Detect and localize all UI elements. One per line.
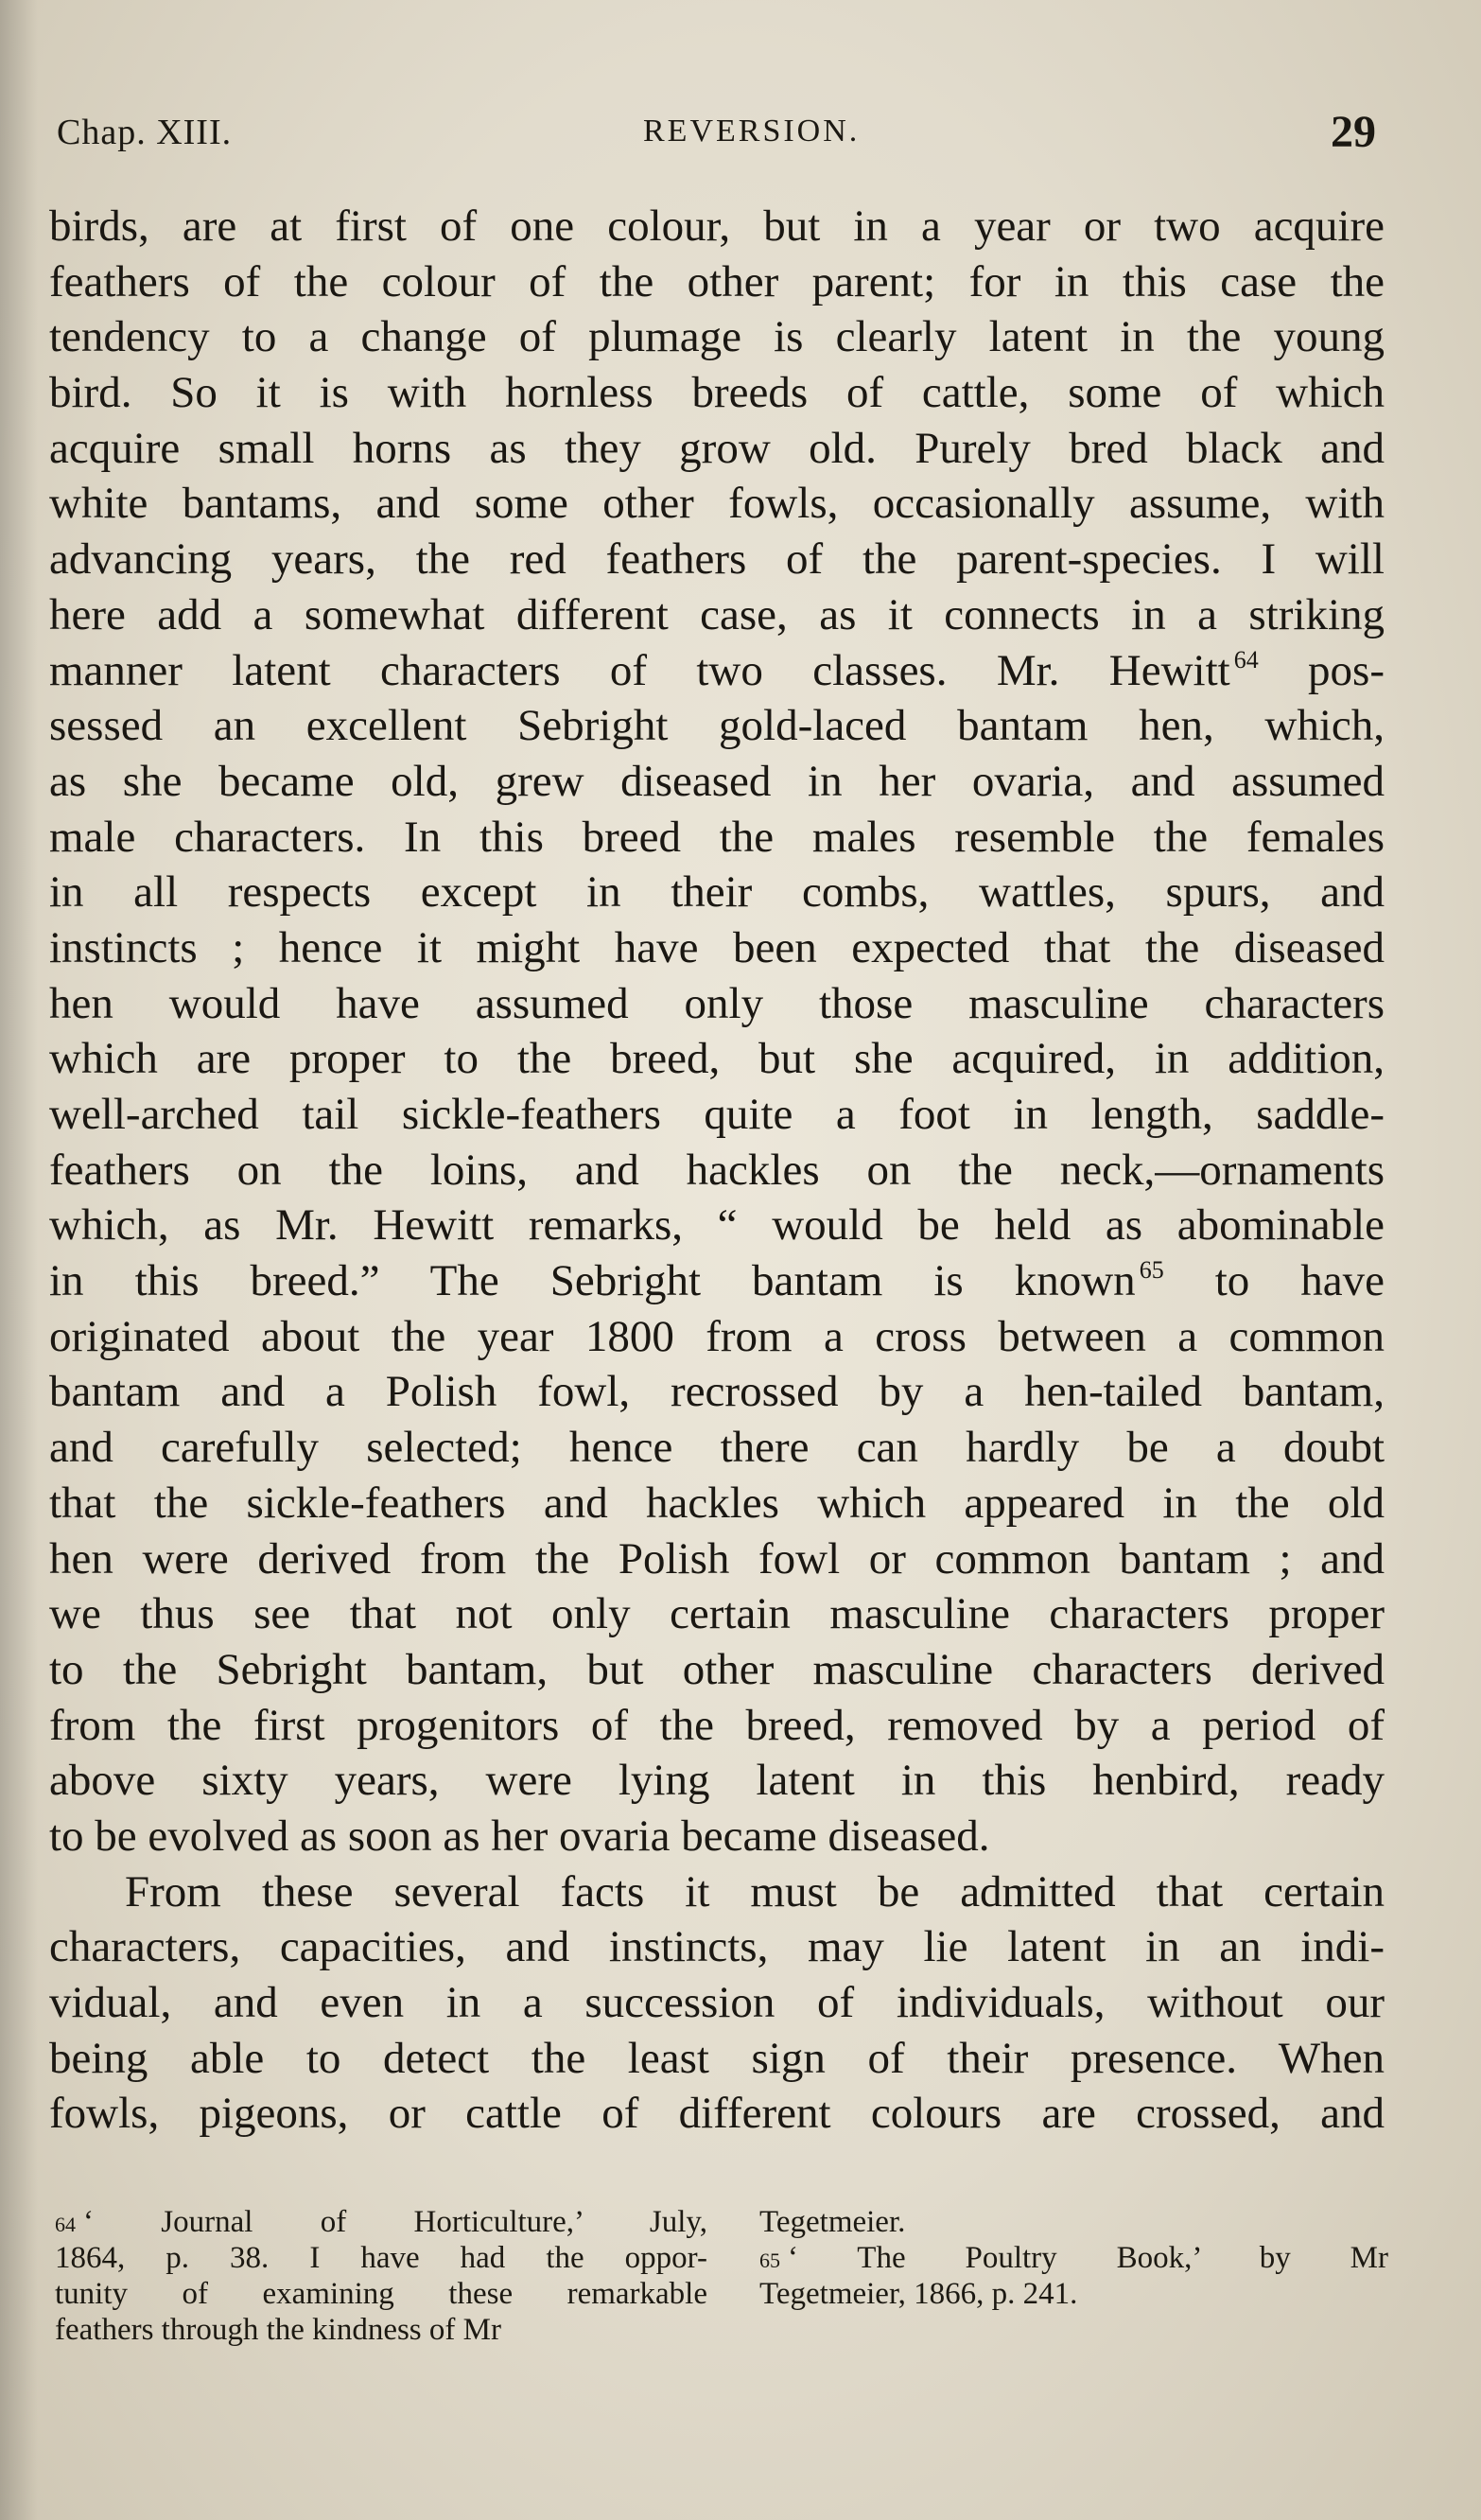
line-text: fowls, pigeons, or cattle of different colours are crossed, and <box>49 2089 1385 2139</box>
footnote-text: tunity of examining these remarkable <box>55 2277 707 2311</box>
line-text: here add a somewhat different case, as it connects in a striking <box>49 589 1385 639</box>
text-line <box>49 532 1385 587</box>
line-text: acquire small horns as they grow old. Purely bred black and <box>49 423 1385 473</box>
text-line <box>49 1642 1385 1698</box>
text-line <box>49 1143 1385 1199</box>
text-line <box>49 254 1385 310</box>
footnote-line <box>759 2240 1388 2276</box>
line-text: as she became old, grew diseased in her ovaria, and assumed <box>49 756 1385 806</box>
text-line <box>49 643 1385 699</box>
text-line <box>49 1309 1385 1365</box>
text-line <box>49 865 1385 920</box>
line-text: bantam and a Polish fowl, recrossed by a hen-tailed bantam, <box>49 1367 1385 1417</box>
line-text: above sixty years, were lying latent in this henbird, ready <box>49 1756 1385 1806</box>
text-line <box>49 2031 1385 2087</box>
line-text: male characters. In this breed the males resemble the females <box>49 812 1385 862</box>
footnote-number: 65 <box>759 2249 780 2272</box>
running-title: REVERSION. <box>643 114 861 149</box>
line-text-continued: pos- <box>1258 645 1385 695</box>
line-text: we thus see that not only certain masculine characters proper <box>49 1589 1385 1639</box>
line-text: vidual, and even in a succession of individuals, without our <box>49 1978 1385 2027</box>
text-line <box>49 421 1385 477</box>
line-text: that the sickle-feathers and hackles which appeared in the old <box>49 1478 1385 1528</box>
line-text: tendency to a change of plumage is clearly latent in the young <box>49 312 1385 362</box>
footnote-line <box>55 2204 707 2240</box>
line-text: which, as Mr. Hewitt remarks, “ would be held as abominable <box>49 1200 1385 1251</box>
text-line <box>49 1753 1385 1809</box>
line-text: feathers on the loins, and hackles on the neck,—ornaments <box>49 1145 1385 1195</box>
text-line <box>49 1975 1385 2031</box>
running-header <box>57 107 1376 168</box>
line-text: originated about the year 1800 from a cross between a common <box>49 1311 1385 1361</box>
line-text: which are proper to the breed, but she acquired, in addition, <box>49 1034 1385 1084</box>
footnote-line <box>55 2240 707 2276</box>
line-text: hen were derived from the Polish fowl or common bantam ; and <box>49 1533 1385 1584</box>
text-line <box>49 920 1385 976</box>
text-line <box>49 476 1385 532</box>
text-line <box>49 698 1385 754</box>
footnote-line <box>759 2276 1388 2312</box>
text-line <box>49 1364 1385 1420</box>
line-text: characters, capacities, and instincts, may lie latent in an indi- <box>49 1922 1385 1972</box>
line-text: instincts ; hence it might have been expected that the diseased <box>49 922 1385 972</box>
text-line <box>49 810 1385 866</box>
text-line <box>49 1586 1385 1642</box>
line-text-continued: to have <box>1163 1256 1385 1306</box>
text-line <box>49 2086 1385 2142</box>
body-text <box>49 199 1385 2142</box>
text-line <box>49 1031 1385 1087</box>
footnote-line <box>759 2204 1388 2240</box>
line-text: being able to detect the least sign of their presence. When <box>49 2033 1385 2083</box>
footnote-text: ‘ Journal of Horticulture,’ July, <box>83 2205 707 2239</box>
line-text: birds, are at first of one colour, but in a year or two acquire <box>49 201 1385 251</box>
text-line <box>49 587 1385 643</box>
line-text: to be evolved as soon as her ovaria became diseased. <box>49 1811 990 1861</box>
line-text: sessed an excellent Sebright gold-laced bantam hen, which, <box>49 701 1385 751</box>
footnote-text: ‘ The Poultry Book,’ by Mr <box>788 2241 1388 2275</box>
line-text: to the Sebright bantam, but other masculine characters derived <box>49 1644 1385 1694</box>
text-line <box>49 1476 1385 1531</box>
footnote-text: Tegetmeier, 1866, p. 241. <box>759 2277 1078 2311</box>
line-text: from the first progenitors of the breed, removed by a period of <box>49 1700 1385 1750</box>
text-line <box>49 1420 1385 1476</box>
line-text: From these several facts it must be admitted that certain <box>125 1866 1385 1916</box>
text-line <box>49 1253 1385 1309</box>
line-text: and carefully selected; hence there can hardly be a doubt <box>49 1423 1385 1473</box>
text-line <box>49 1087 1385 1143</box>
footnote-65 <box>759 2204 1388 2312</box>
text-line <box>49 309 1385 365</box>
text-line <box>49 365 1385 421</box>
line-text: advancing years, the red feathers of the parent-species. I will <box>49 534 1385 585</box>
line-text: in all respects except in their combs, wattles, spurs, and <box>49 867 1385 918</box>
footnote-text: 1864, p. 38. I have had the oppor- <box>55 2241 707 2275</box>
footnote-64 <box>55 2204 707 2348</box>
text-line <box>49 976 1385 1032</box>
footnote-text: feathers through the kindness of Mr <box>55 2313 501 2347</box>
text-line <box>49 754 1385 810</box>
binding-shadow <box>0 0 38 2520</box>
footnote-line <box>55 2276 707 2312</box>
text-line <box>49 1809 1385 1864</box>
text-line <box>49 1531 1385 1587</box>
text-line <box>49 1919 1385 1975</box>
text-line <box>49 1698 1385 1754</box>
line-text: white bantams, and some other fowls, occasionally assume, with <box>49 479 1385 529</box>
footnote-reference: 65 <box>1139 1256 1164 1285</box>
line-text: well-arched tail sickle-feathers quite a foot in length, saddle- <box>49 1090 1385 1139</box>
line-text: bird. So it is with hornless breeds of cattle, some of which <box>49 368 1385 418</box>
footnote-text: Tegetmeier. <box>759 2205 906 2239</box>
line-text: hen would have assumed only those masculine characters <box>49 978 1385 1028</box>
line-text: feathers of the colour of the other parent; for in this case the <box>49 256 1385 306</box>
footnote-line <box>55 2312 707 2348</box>
text-line <box>49 199 1385 254</box>
line-text: manner latent characters of two classes. Mr. Hewitt <box>49 645 1230 695</box>
footnote-reference: 64 <box>1233 645 1259 674</box>
footnote-number: 64 <box>55 2213 76 2236</box>
page-number: 29 <box>1331 107 1376 157</box>
chapter-label: Chap. XIII. <box>57 113 233 152</box>
line-text: in this breed.” The Sebright bantam is known <box>49 1256 1136 1306</box>
text-line <box>49 1864 1385 1920</box>
text-line <box>49 1198 1385 1253</box>
